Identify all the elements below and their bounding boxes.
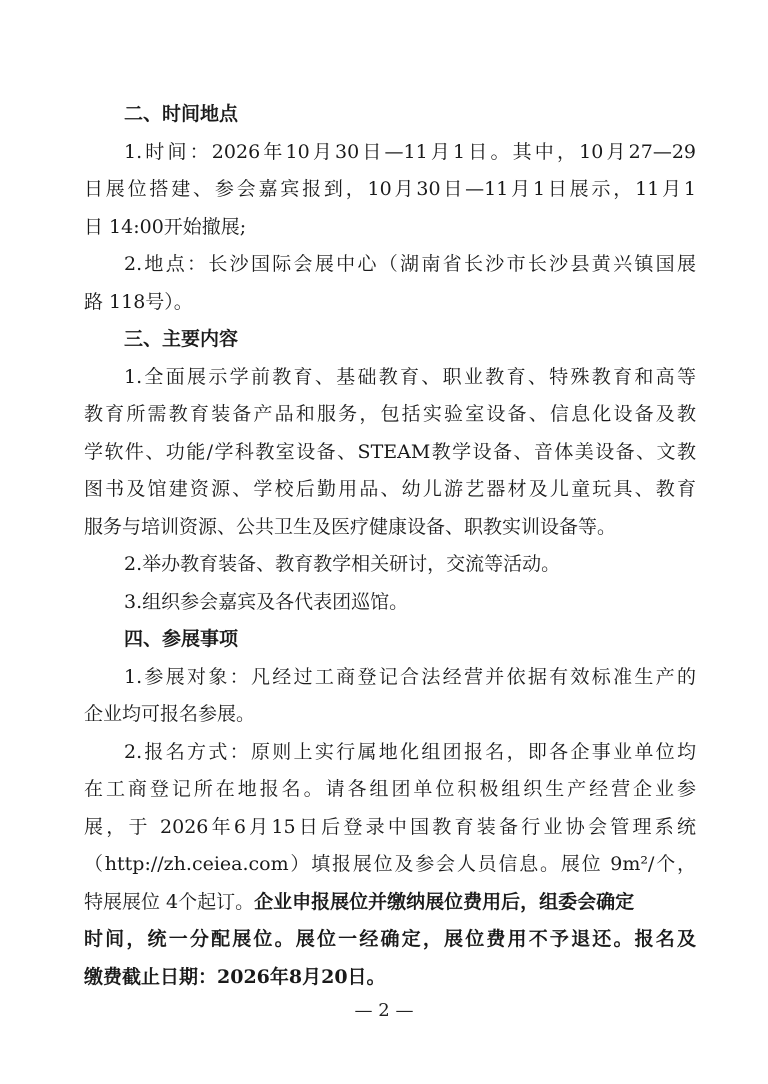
paragraph-line: 日展位搭建、参会嘉宾报到，10月30日—11月1日展示，11月1 xyxy=(84,178,696,200)
paragraph-line: 日 14:00开始撤展; xyxy=(84,215,247,238)
paragraph-line: 1.全面展示学前教育、基础教育、职业教育、特殊教育和高等 xyxy=(124,365,696,388)
document-body xyxy=(84,96,696,996)
paragraph-line: 企业均可报名参展。 xyxy=(84,703,256,725)
paragraph-line: 教育所需教育装备产品和服务，包括实验室设备、信息化设备及教 xyxy=(84,403,696,425)
paragraph-line: 展，于 2026年6月15日后登录中国教育装备行业协会管理系统 xyxy=(84,815,696,838)
paragraph-line: 服务与培训资源、公共卫生及医疗健康设备、职教实训设备等。 xyxy=(84,515,617,538)
paragraph-line: 图书及馆建资源、学校后勤用品、幼儿游艺器材及儿童玩具、教育 xyxy=(84,478,696,500)
paragraph-line: 2.地点：长沙国际会展中心（湖南省长沙市长沙县黄兴镇国展 xyxy=(124,253,696,275)
paragraph-line-bold: 缴费截止日期：2026年8月20日。 xyxy=(84,965,386,988)
paragraph-line: 2.报名方式：原则上实行属地化组团报名，即各企事业单位均 xyxy=(124,740,696,763)
paragraph-line: 3.组织参会嘉宾及各代表团巡馆。 xyxy=(124,590,409,613)
paragraph-line: 路 118号）。 xyxy=(84,290,193,313)
section-heading-time-place: 二、时间地点 xyxy=(124,103,239,125)
normal-text: 特展展位 4个起订。 xyxy=(84,890,255,913)
section-heading-exhibition-matters: 四、参展事项 xyxy=(124,628,239,650)
paragraph-line: （http://zh.ceiea.com）填报展位及参会人员信息。展位 9m²/个， xyxy=(84,853,696,875)
paragraph-line: 1.参展对象：凡经过工商登记合法经营并依据有效标准生产的 xyxy=(124,665,696,688)
bold-text: 企业申报展位并缴纳展位费用后，组委会确定 xyxy=(254,890,635,913)
paragraph-line-bold: 时间，统一分配展位。展位一经确定，展位费用不予退还。报名及 xyxy=(84,928,696,950)
paragraph-line: 学软件、功能/学科教室设备、STEAM教学设备、音体美设备、文教 xyxy=(84,440,696,463)
section-heading-main-content: 三、主要内容 xyxy=(124,328,239,350)
paragraph-line: 1.时间：2026年10月30日—11月1日。其中，10月27—29 xyxy=(124,140,696,163)
paragraph-line: 在工商登记所在地报名。请各组团单位积极组织生产经营企业参 xyxy=(84,778,696,800)
paragraph-line-mixed xyxy=(84,884,696,922)
page-number: — 2 — xyxy=(354,1000,414,1021)
paragraph-line: 2.举办教育装备、教育教学相关研讨，交流等活动。 xyxy=(124,553,561,575)
